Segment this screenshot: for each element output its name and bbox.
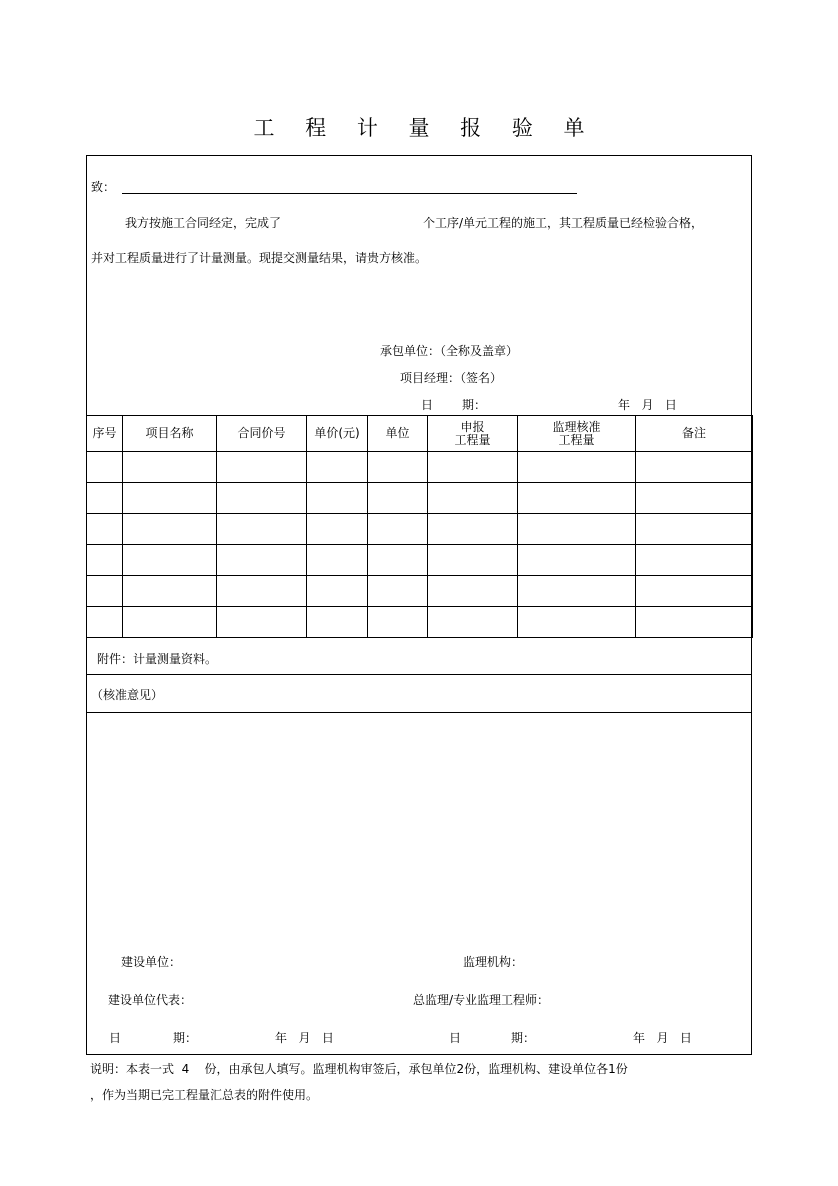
table-cell[interactable]	[87, 576, 123, 607]
table-row	[87, 452, 753, 483]
intro-line1-right: 个工序/单元工程的施工，其工程质量已经检验合格，	[423, 216, 704, 230]
note-line1: 说明：本表一式 4 份，由承包人填写。监理机构审签后，承包单位2份，监理机构、建设单位各1份	[90, 1062, 628, 1076]
table-cell[interactable]	[518, 483, 636, 514]
supervisor-date-ymd: 年 月 日	[633, 1031, 692, 1045]
table-cell[interactable]	[87, 514, 123, 545]
table-cell[interactable]	[87, 483, 123, 514]
table-row	[87, 607, 753, 638]
supervisor-date-qi: 期：	[511, 1031, 536, 1045]
table-cell[interactable]	[87, 607, 123, 638]
owner-unit-label: 建设单位：	[121, 955, 182, 969]
col-header-contract-price-no: 合同价号	[217, 416, 307, 452]
table-cell[interactable]	[217, 514, 307, 545]
table-row	[87, 545, 753, 576]
supervision-org-label: 监理机构：	[463, 955, 524, 969]
table-cell[interactable]	[368, 576, 428, 607]
table-cell[interactable]	[368, 452, 428, 483]
table-row	[87, 576, 753, 607]
table-cell[interactable]	[217, 483, 307, 514]
owner-date-ri: 日	[109, 1031, 122, 1045]
intro-line2: 并对工程质量进行了计量测量。现提交测量结果，请贵方核准。	[91, 251, 428, 265]
col-header-item-name: 项目名称	[123, 416, 217, 452]
table-row	[87, 483, 753, 514]
table-cell[interactable]	[368, 545, 428, 576]
table-cell[interactable]	[636, 514, 753, 545]
table-cell[interactable]	[307, 607, 368, 638]
table-cell[interactable]	[518, 607, 636, 638]
table-cell[interactable]	[123, 576, 217, 607]
table-cell[interactable]	[636, 607, 753, 638]
table-cell[interactable]	[123, 514, 217, 545]
table-cell[interactable]	[518, 452, 636, 483]
table-cell[interactable]	[217, 576, 307, 607]
table-cell[interactable]	[307, 545, 368, 576]
table-cell[interactable]	[217, 545, 307, 576]
table-cell[interactable]	[428, 576, 518, 607]
contractor-date-ri: 日	[421, 398, 434, 412]
col-header-remarks: 备注	[636, 416, 753, 452]
table-cell[interactable]	[307, 576, 368, 607]
table-cell[interactable]	[428, 607, 518, 638]
form-title: 工 程 计 量 报 验 单	[253, 116, 597, 140]
contractor-unit: 承包单位：（全称及盖章）	[380, 344, 519, 358]
table-cell[interactable]	[368, 483, 428, 514]
table-cell[interactable]	[518, 576, 636, 607]
col-header-approved-qty: 监理核准 工程量	[518, 416, 636, 452]
table-cell[interactable]	[428, 545, 518, 576]
table-cell[interactable]	[307, 514, 368, 545]
table-cell[interactable]	[428, 483, 518, 514]
col-header-index: 序号	[87, 416, 123, 452]
table-cell[interactable]	[87, 545, 123, 576]
divider-opinion	[87, 712, 751, 713]
table-cell[interactable]	[428, 514, 518, 545]
intro-line1-left: 我方按施工合同经定，完成了	[125, 216, 282, 230]
owner-date-ymd: 年 月 日	[275, 1031, 334, 1045]
measurement-table	[86, 415, 753, 638]
contractor-date-qi: 期：	[462, 398, 487, 412]
approval-opinion-label: （核准意见）	[91, 688, 164, 702]
table-cell[interactable]	[368, 607, 428, 638]
to-recipient-field[interactable]	[122, 193, 577, 194]
owner-rep-label: 建设单位代表：	[108, 993, 193, 1007]
table-cell[interactable]	[636, 483, 753, 514]
to-label: 致：	[91, 180, 116, 194]
table-cell[interactable]	[518, 545, 636, 576]
contractor-date-ymd: 年 月 日	[618, 398, 677, 412]
table-cell[interactable]	[123, 452, 217, 483]
owner-date-qi: 期：	[173, 1031, 198, 1045]
attachment-label: 附件：计量测量资料。	[97, 652, 218, 666]
table-header-row	[87, 416, 753, 452]
col-header-unit: 单位	[368, 416, 428, 452]
table-cell[interactable]	[123, 607, 217, 638]
table-cell[interactable]	[368, 514, 428, 545]
chief-supervisor-label: 总监理/专业监理工程师：	[413, 993, 550, 1007]
col-header-unit-price: 单价(元)	[307, 416, 368, 452]
table-cell[interactable]	[123, 545, 217, 576]
divider-attachment	[87, 674, 751, 675]
table-cell[interactable]	[217, 607, 307, 638]
table-cell[interactable]	[636, 576, 753, 607]
note-line2: ，作为当期已完工程量汇总表的附件使用。	[90, 1088, 319, 1102]
table-cell[interactable]	[123, 483, 217, 514]
table-cell[interactable]	[428, 452, 518, 483]
table-cell[interactable]	[636, 545, 753, 576]
table-cell[interactable]	[307, 452, 368, 483]
supervisor-date-ri: 日	[449, 1031, 462, 1045]
project-manager: 项目经理：（签名）	[400, 371, 503, 385]
col-header-declared-qty: 申报 工程量	[428, 416, 518, 452]
table-cell[interactable]	[518, 514, 636, 545]
form-frame	[86, 155, 752, 1055]
table-cell[interactable]	[87, 452, 123, 483]
table-cell[interactable]	[217, 452, 307, 483]
table-row	[87, 514, 753, 545]
table-cell[interactable]	[636, 452, 753, 483]
table-cell[interactable]	[307, 483, 368, 514]
